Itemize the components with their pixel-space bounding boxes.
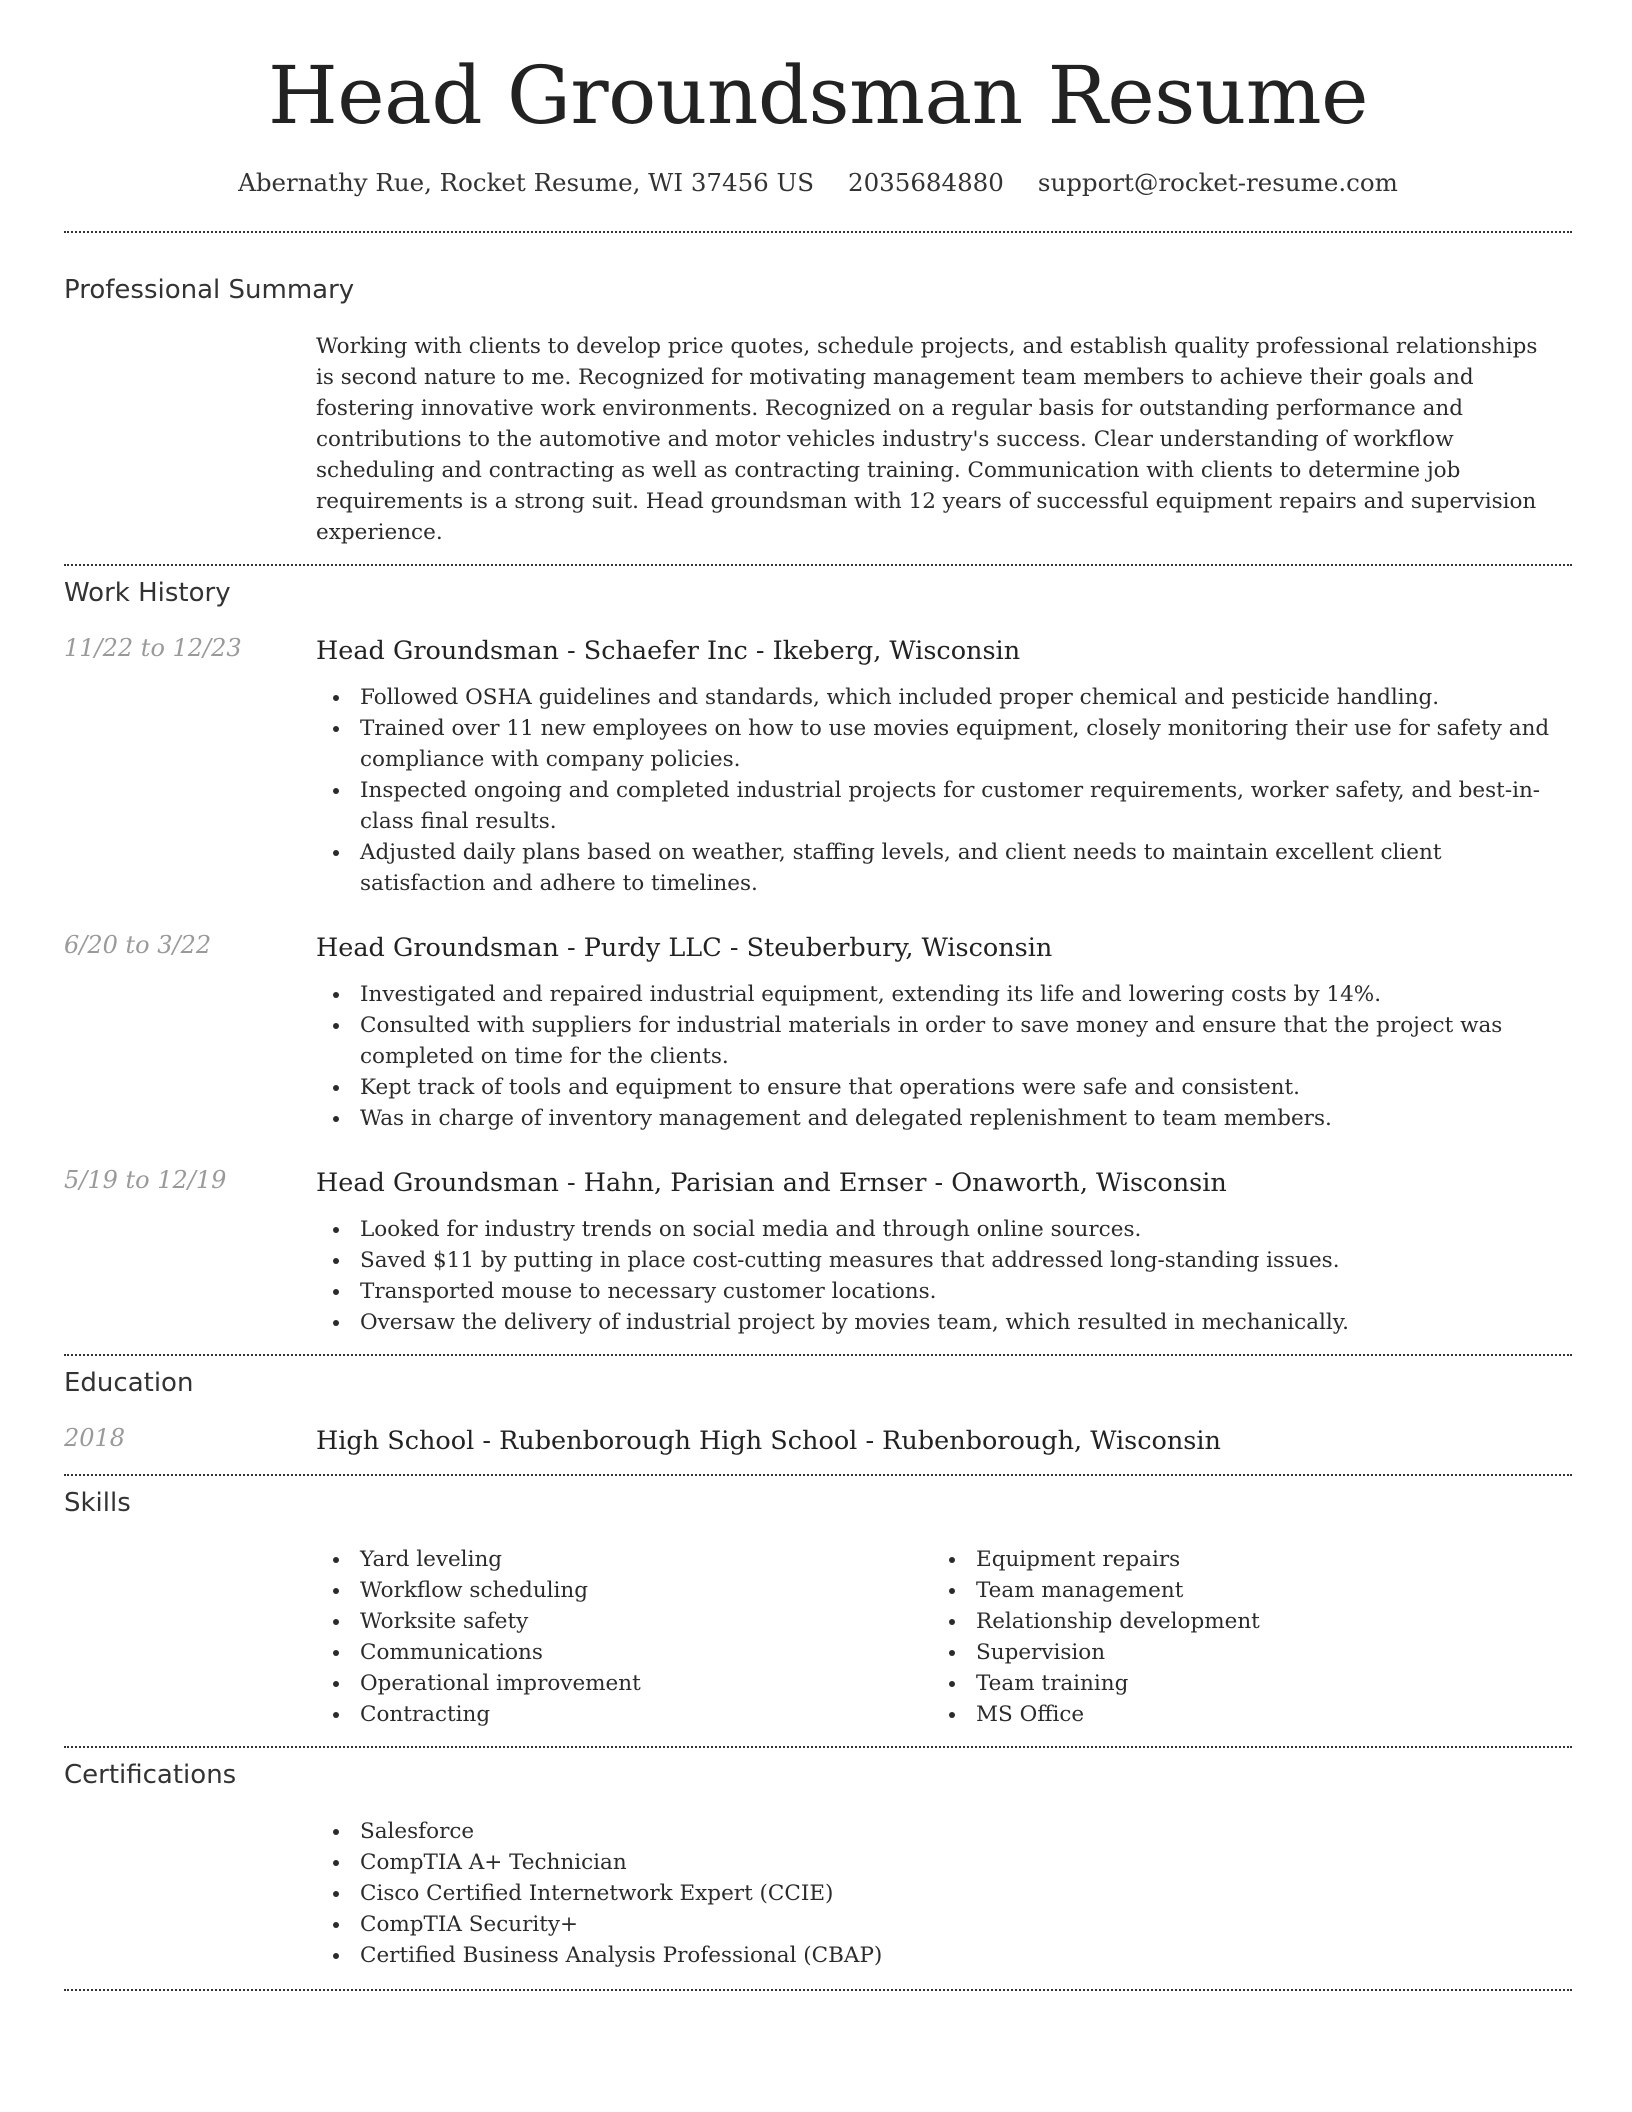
contact-address: Abernathy Rue, Rocket Resume, WI 37456 US (238, 168, 814, 197)
job-bullets (316, 1214, 1572, 1338)
list-item: CompTIA A+ Technician (316, 1847, 1572, 1878)
summary-text: Working with clients to develop price quotes, schedule projects, and establish quality professional relationships is second nature to me. Recognized for motivating management team members to achieve their goals and fostering innovative work environments. Recognized on a regular basis for outstanding performance and contributions to the automotive and motor vehicles industry's success. Clear understanding of workflow scheduling and contracting as well as contracting training. Communication with clients to determine job requirements is a strong suit. Head groundsman with 12 years of successful equipment repairs and supervision experience. (316, 334, 1538, 545)
list-item: Team training (932, 1668, 1548, 1699)
skills-row (64, 1544, 1572, 1730)
job-title: Head Groundsman - Schaefer Inc - Ikeberg, Wisconsin (316, 636, 1021, 666)
list-item: Trained over 11 new employees on how to use movies equipment, closely monitoring their use for safety and compliance with company policies. (316, 713, 1572, 775)
list-item: Saved $11 by putting in place cost-cutting measures that addressed long-standing issues. (316, 1245, 1572, 1276)
job-entry (64, 1166, 1572, 1338)
list-item: Kept track of tools and equipment to ensure that operations were safe and consistent. (316, 1072, 1572, 1103)
list-item: Operational improvement (316, 1668, 932, 1699)
job-bullets (316, 979, 1572, 1134)
resume-header (64, 0, 1572, 197)
list-item: Transported mouse to necessary customer locations. (316, 1276, 1572, 1307)
section-title-certifications: Certifications (64, 1760, 237, 1790)
job-dates: 6/20 to 3/22 (64, 931, 212, 959)
skills-list-left (316, 1544, 932, 1730)
job-title: Head Groundsman - Hahn, Parisian and Ernser - Onaworth, Wisconsin (316, 1168, 1227, 1198)
section-divider (64, 1354, 1572, 1356)
job-entry (64, 931, 1572, 1134)
section-divider (64, 231, 1572, 233)
contact-phone: 2035684880 (847, 168, 1004, 197)
section-divider (64, 1746, 1572, 1748)
section-divider (64, 1989, 1572, 1991)
list-item: Inspected ongoing and completed industrial projects for customer requirements, worker safety, and best-in-class final results. (316, 775, 1572, 837)
summary-spacer (64, 331, 316, 548)
list-item: Supervision (932, 1637, 1548, 1668)
job-title: Head Groundsman - Purdy LLC - Steuberbury, Wisconsin (316, 933, 1053, 963)
skills-list-right (932, 1544, 1548, 1730)
section-title-summary: Professional Summary (64, 275, 355, 305)
list-item: Consulted with suppliers for industrial materials in order to save money and ensure that the project was completed on time for the clients. (316, 1010, 1572, 1072)
skills-grid (316, 1544, 1572, 1730)
list-item: Relationship development (932, 1606, 1548, 1637)
certifications-list (316, 1816, 1572, 1971)
skills-spacer (64, 1544, 316, 1730)
education-year: 2018 (64, 1424, 126, 1452)
certifications-spacer (64, 1816, 316, 1971)
summary-row (64, 331, 1572, 548)
job-dates: 11/22 to 12/23 (64, 634, 242, 662)
job-dates: 5/19 to 12/19 (64, 1166, 227, 1194)
list-item: Was in charge of inventory management and delegated replenishment to team members. (316, 1103, 1572, 1134)
list-item: Oversaw the delivery of industrial project by movies team, which resulted in mechanically. (316, 1307, 1572, 1338)
job-bullets (316, 682, 1572, 899)
section-title-skills: Skills (64, 1488, 131, 1518)
list-item: Salesforce (316, 1816, 1572, 1847)
section-divider (64, 564, 1572, 566)
list-item: Followed OSHA guidelines and standards, which included proper chemical and pesticide handling. (316, 682, 1572, 713)
list-item: Looked for industry trends on social media and through online sources. (316, 1214, 1572, 1245)
section-title-work: Work History (64, 578, 231, 608)
section-title-education: Education (64, 1368, 194, 1398)
contact-email: support@rocket-resume.com (1037, 168, 1398, 197)
job-entry (64, 634, 1572, 899)
list-item: Contracting (316, 1699, 932, 1730)
education-entry (64, 1424, 1572, 1458)
list-item: Investigated and repaired industrial equipment, extending its life and lowering costs by 14%. (316, 979, 1572, 1010)
list-item: MS Office (932, 1699, 1548, 1730)
list-item: CompTIA Security+ (316, 1909, 1572, 1940)
list-item: Communications (316, 1637, 932, 1668)
list-item: Yard leveling (316, 1544, 932, 1575)
list-item: Certified Business Analysis Professional (CBAP) (316, 1940, 1572, 1971)
section-divider (64, 1474, 1572, 1476)
education-title: High School - Rubenborough High School - Rubenborough, Wisconsin (316, 1426, 1221, 1456)
list-item: Equipment repairs (932, 1544, 1548, 1575)
list-item: Adjusted daily plans based on weather, staffing levels, and client needs to maintain excellent client satisfaction and adhere to timelines. (316, 837, 1572, 899)
certifications-row (64, 1816, 1572, 1971)
list-item: Cisco Certified Internetwork Expert (CCIE) (316, 1878, 1572, 1909)
resume-title: Head Groundsman Resume (268, 49, 1368, 142)
list-item: Team management (932, 1575, 1548, 1606)
list-item: Workflow scheduling (316, 1575, 932, 1606)
contact-line (64, 168, 1572, 197)
list-item: Worksite safety (316, 1606, 932, 1637)
